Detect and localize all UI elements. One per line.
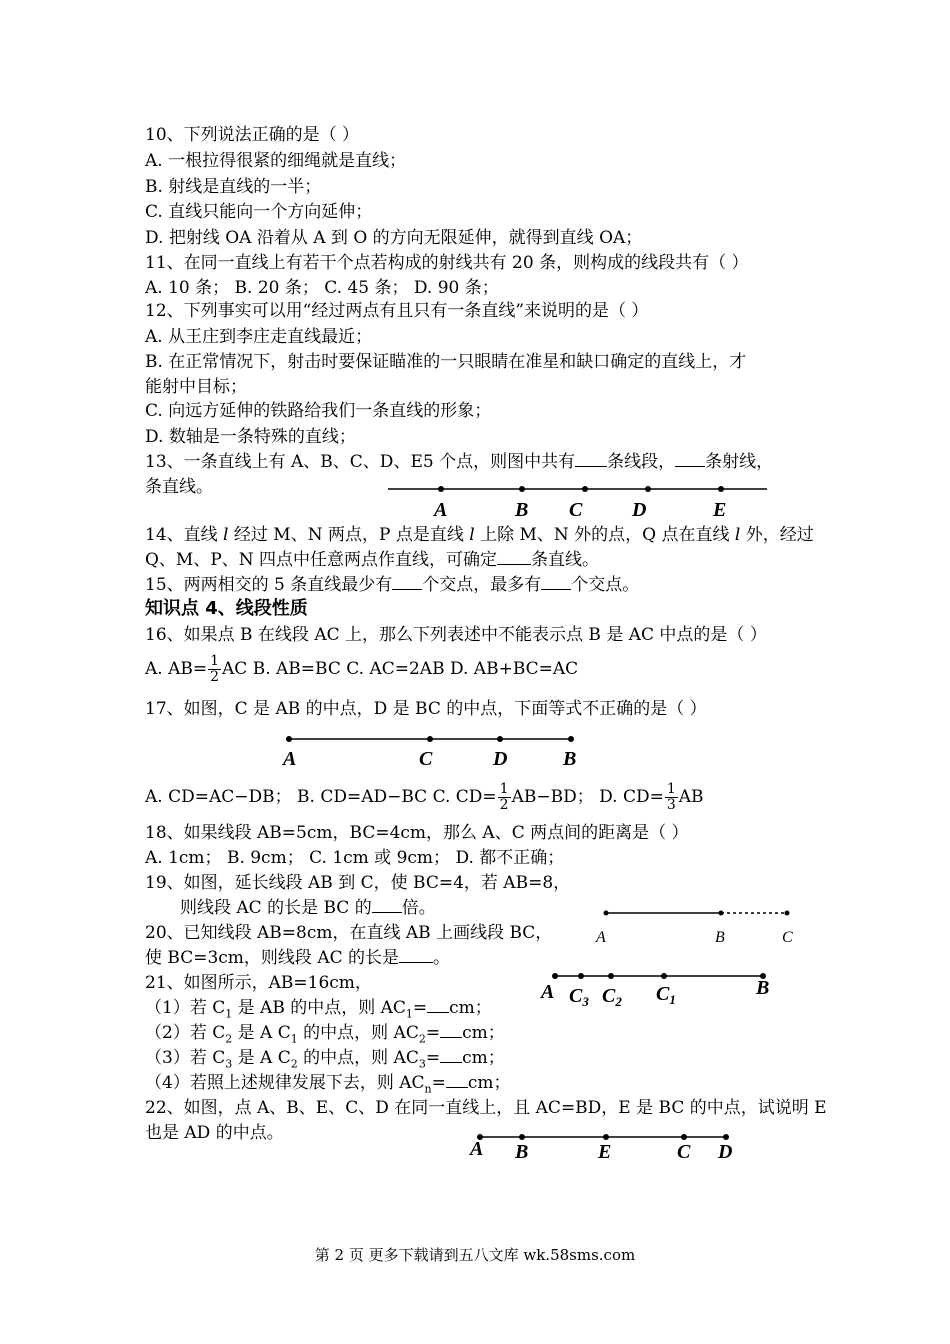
q13-label-b: B <box>515 499 529 521</box>
q21-sub1-text-b: 是 AB 的中点，则 AC <box>232 998 406 1018</box>
q21-label-a: A <box>541 981 555 1003</box>
q13-line2: 条直线。 <box>145 477 213 497</box>
q17-options-c-post: AB−BD； D. CD= <box>511 787 664 807</box>
q19-label-b: B <box>715 929 725 946</box>
q21-sub3-c3: 3 <box>225 1057 233 1071</box>
q16-fraction-num: 1 <box>210 653 220 669</box>
q18-options: A. 1cm； B. 9cm； C. 1cm 或 9cm； D. 都不正确； <box>145 848 565 868</box>
q17-fraction-half-den: 2 <box>499 797 509 813</box>
q19-text-1: 则线段 AC 的长是 BC 的 <box>180 898 372 918</box>
q22-label-a: A <box>470 1138 484 1160</box>
q21-sub2-ac2: 2 <box>418 1032 426 1046</box>
q17-label-d: D <box>493 748 508 770</box>
q21-label-c3: $C_3$ <box>569 985 589 1009</box>
q11-stem: 11、在同一直线上有若干个点若构成的射线共有 20 条，则构成的线段共有（ ） <box>145 253 749 273</box>
q21-sub3-c2: 2 <box>290 1057 298 1071</box>
q22-label-c: C <box>677 1141 691 1163</box>
q21-sub2-text-a: （2）若 C <box>145 1023 226 1043</box>
q12-stem: 12、下列事实可以用“经过两点有且只有一条直线”来说明的是（ ） <box>145 301 649 321</box>
q19-text-2: 倍。 <box>401 898 436 918</box>
q21-sub3-text-b: 是 A C <box>232 1048 291 1068</box>
q20-text-2: 。 <box>433 948 451 968</box>
q20-line1: 20、已知线段 AB=8cm，在直线 AB 上画线段 BC， <box>145 923 553 943</box>
q21-label-c1-sub: 1 <box>669 992 676 1007</box>
q15-text-1: 15、两两相交的 5 条直线最少有 <box>145 575 393 595</box>
q21-sub4-acn: n <box>424 1082 432 1096</box>
q21-label-c2-sub: 2 <box>615 994 622 1009</box>
q12-option-d: D. 数轴是一条特殊的直线； <box>145 427 356 447</box>
q12-option-c: C. 向远方延伸的铁路给我们一条直线的形象； <box>145 401 492 421</box>
page-footer: 第 2 页 更多下载请到五八文库 wk.58sms.com <box>314 1246 636 1264</box>
q16-stem: 16、如果点 B 在线段 AC 上，那么下列表述中不能表示点 B 是 AC 中点的是（ ） <box>145 625 767 645</box>
q13-text-3: 条射线， <box>705 452 774 472</box>
q21-sub1-c1: 1 <box>225 1007 233 1021</box>
q21-sub2-c1: 1 <box>290 1032 298 1046</box>
q17-label-c: C <box>419 748 433 770</box>
q20-text-1: 使 BC=3cm，则线段 AC 的长是 <box>145 948 400 968</box>
q21-label-b: B <box>756 977 770 999</box>
q21-label-c2: $C_2$ <box>602 985 622 1009</box>
q18-stem: 18、如果线段 AB=5cm，BC=4cm，那么 A、C 两点间的距离是（ ） <box>145 823 689 843</box>
q21-sub2-eq: = <box>425 1023 441 1043</box>
q14-text-1: 14、直线 <box>145 525 224 545</box>
q21-sub2-text-c: 的中点，则 AC <box>297 1023 419 1043</box>
q14-l-3: l <box>734 525 741 545</box>
q22-point-d <box>723 1134 729 1140</box>
q13-label-a: A <box>434 499 448 521</box>
q14-l-1: l <box>223 525 229 545</box>
q21-sub4-text-a: （4）若照上述规律发展下去，则 AC <box>145 1073 425 1093</box>
q10-option-d: D. 把射线 OA 沿着从 A 到 O 的方向无限延伸，就得到直线 OA； <box>145 228 643 248</box>
q14-l-2: l <box>469 525 475 545</box>
q21-sub3-text-a: （3）若 C <box>145 1048 226 1068</box>
q17-options-ab: A. CD=AC−DB； B. CD=AD−BC C. CD= <box>145 787 497 807</box>
q11-options: A. 10 条； B. 20 条； C. 45 条； D. 90 条； <box>145 278 499 298</box>
q21-sub1-eq: = <box>412 998 428 1018</box>
q21-sub2-unit: cm； <box>462 1023 505 1043</box>
q13-text-2: 条线段， <box>607 452 676 472</box>
q17-label-b: B <box>563 748 577 770</box>
q15-text-2: 个交点，最多有 <box>422 575 542 595</box>
q22-point-e <box>603 1134 609 1140</box>
q17-fraction-third-den: 3 <box>666 797 676 813</box>
q21-stem: 21、如图所示，AB=16cm， <box>145 973 372 993</box>
q21-sub4-eq: = <box>431 1073 446 1093</box>
q21-label-c3-sub: 3 <box>582 994 589 1009</box>
q21-sub3-ac3: 3 <box>418 1057 426 1071</box>
q22-line2: 也是 AD 的中点。 <box>145 1123 284 1143</box>
q13-label-e: E <box>713 499 727 521</box>
q12-option-b-line2: 能射中目标； <box>145 377 247 397</box>
q13-label-d: D <box>632 499 647 521</box>
q21-sub2-text-b: 是 A C <box>232 1023 291 1043</box>
q22-point-c <box>681 1134 687 1140</box>
q17-fraction-half-num: 1 <box>499 781 509 797</box>
q14-text-6: 条直线。 <box>531 550 600 570</box>
q22-label-e: E <box>598 1141 612 1163</box>
q17-fraction-third-num: 1 <box>666 781 676 797</box>
q21-sub1-unit: cm； <box>449 998 492 1018</box>
q13-label-c: C <box>569 499 583 521</box>
q19-label-c: C <box>782 929 793 946</box>
q17-options-d-post: AB <box>678 787 704 807</box>
q21-sub3-eq: = <box>425 1048 441 1068</box>
q16-fraction-den: 2 <box>210 669 220 685</box>
q12-option-a: A. 从王庄到李庄走直线最近； <box>145 327 373 347</box>
q21-label-c1: $C_1$ <box>656 983 676 1007</box>
q10-option-b: B. 射线是直线的一半； <box>145 177 322 197</box>
q13-text-1: 13、一条直线上有 A、B、C、D、E5 个点，则图中共有 <box>145 452 576 472</box>
q19-line1: 19、如图，延长线段 AB 到 C，使 BC=4，若 AB=8， <box>145 873 571 893</box>
q14-text-2: 经过 M、N 两点，P 点是直线 <box>228 525 470 545</box>
section-heading: 知识点 4、线段性质 <box>145 598 308 619</box>
q14-text-5: Q、M、P、N 四点中任意两点作直线，可确定 <box>145 550 498 570</box>
q14-text-4: 外，经过 <box>740 525 814 545</box>
q15-text-3: 个交点。 <box>571 575 640 595</box>
q22-line1: 22、如图，点 A、B、E、C、D 在同一直线上，且 AC=BD，E 是 BC 的中点，试说明 E <box>145 1098 827 1118</box>
q21-sub4-unit: cm； <box>467 1073 511 1093</box>
q16-option-a-pre: A. AB= <box>145 659 208 679</box>
q21-sub3-text-c: 的中点，则 AC <box>297 1048 419 1068</box>
q22-point-b <box>519 1134 525 1140</box>
q22-label-d: D <box>718 1141 733 1163</box>
q22-label-b: B <box>515 1141 529 1163</box>
q10-option-a: A. 一根拉得很紧的细绳就是直线； <box>145 151 407 171</box>
q17-stem: 17、如图，C 是 AB 的中点，D 是 BC 的中点，下面等式不正确的是（ ） <box>145 699 707 719</box>
q10-option-c: C. 直线只能向一个方向延伸； <box>145 202 373 222</box>
q12-option-b-line1: B. 在正常情况下，射击时要保证瞄准的一只眼睛在准星和缺口确定的直线上，才 <box>145 352 747 372</box>
q21-sub1-ac1: 1 <box>405 1007 413 1021</box>
q10-stem: 10、下列说法正确的是（ ） <box>145 125 360 145</box>
q17-label-a: A <box>283 748 297 770</box>
q14-text-3: 上除 M、N 外的点，Q 点在直线 <box>474 525 735 545</box>
q21-sub1-text-a: （1）若 C <box>145 998 226 1018</box>
q19-label-a: A <box>596 929 606 946</box>
q16-options-rest: AC B. AB=BC C. AC=2AB D. AB+BC=AC <box>222 659 579 679</box>
q21-sub2-c2: 2 <box>225 1032 233 1046</box>
q21-sub3-unit: cm； <box>462 1048 505 1068</box>
